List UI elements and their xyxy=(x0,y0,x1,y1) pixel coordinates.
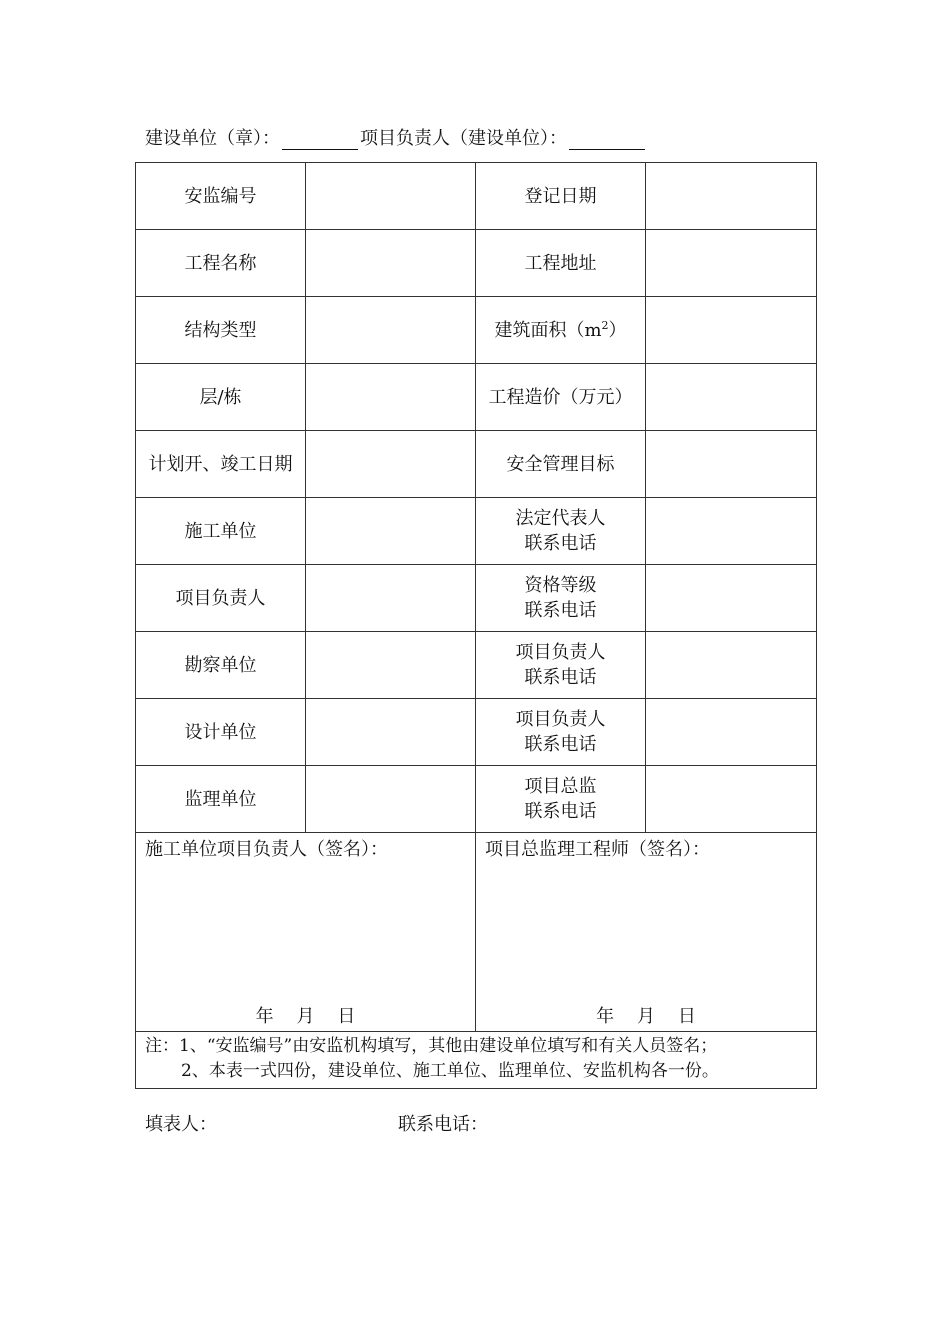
value-cell[interactable] xyxy=(306,163,476,230)
value-cell[interactable] xyxy=(646,766,817,833)
value-cell[interactable] xyxy=(306,297,476,364)
label-line-1: 资格等级 xyxy=(524,575,597,596)
value-cell[interactable] xyxy=(646,699,817,766)
value-cell[interactable] xyxy=(646,230,817,297)
label-cell: 登记日期 xyxy=(476,163,646,230)
value-cell[interactable] xyxy=(306,498,476,565)
value-cell[interactable] xyxy=(306,632,476,699)
value-cell[interactable] xyxy=(646,565,817,632)
label-cell: 安监编号 xyxy=(136,163,306,230)
notes-row xyxy=(136,1032,817,1089)
label-cell: 结构类型 xyxy=(136,297,306,364)
label-line-2: 联系电话 xyxy=(524,667,597,688)
label-cell xyxy=(476,565,646,632)
value-cell[interactable] xyxy=(306,431,476,498)
area-unit-superscript: 2 xyxy=(601,318,609,332)
area-label-tail: ） xyxy=(608,319,627,341)
construction-unit-label: 建设单位（章）： xyxy=(145,128,280,149)
label-cell: 工程地址 xyxy=(476,230,646,297)
construction-signature-cell[interactable] xyxy=(136,833,476,1032)
notes-cell xyxy=(136,1032,817,1089)
value-cell[interactable] xyxy=(646,498,817,565)
table-row xyxy=(136,163,817,230)
header-line xyxy=(145,124,647,150)
table-row xyxy=(136,498,817,565)
label-line-2: 联系电话 xyxy=(524,533,597,554)
registration-form-table xyxy=(135,162,817,1089)
table-row xyxy=(136,364,817,431)
label-cell: 设计单位 xyxy=(136,699,306,766)
label-cell: 施工单位 xyxy=(136,498,306,565)
project-manager-blank[interactable] xyxy=(569,129,645,150)
signature-row xyxy=(136,833,817,1032)
label-cell xyxy=(476,632,646,699)
label-line-1: 项目总监 xyxy=(524,776,597,797)
supervision-signature-date: 年 月 日 xyxy=(596,1006,696,1027)
table-row xyxy=(136,230,817,297)
label-line-1: 项目负责人 xyxy=(515,709,606,730)
label-line-2: 联系电话 xyxy=(524,734,597,755)
label-line-1: 项目负责人 xyxy=(515,642,606,663)
construction-unit-blank[interactable] xyxy=(282,129,358,150)
label-cell: 项目负责人 xyxy=(136,565,306,632)
value-cell[interactable] xyxy=(306,565,476,632)
value-cell[interactable] xyxy=(646,297,817,364)
project-manager-label: 项目负责人（建设单位）： xyxy=(360,128,567,149)
label-cell: 勘察单位 xyxy=(136,632,306,699)
value-cell[interactable] xyxy=(306,699,476,766)
supervision-signature-label: 项目总监理工程师（签名）： xyxy=(485,839,710,860)
label-line-2: 联系电话 xyxy=(524,801,597,822)
construction-signature-date: 年 月 日 xyxy=(255,1006,356,1027)
contact-phone-label: 联系电话： xyxy=(398,1114,488,1135)
label-cell xyxy=(476,766,646,833)
value-cell[interactable] xyxy=(646,163,817,230)
value-cell[interactable] xyxy=(306,364,476,431)
value-cell[interactable] xyxy=(646,632,817,699)
label-cell: 层/栋 xyxy=(136,364,306,431)
table-row xyxy=(136,297,817,364)
area-label: 建筑面积（m xyxy=(494,319,602,341)
value-cell[interactable] xyxy=(646,364,817,431)
label-cell: 安全管理目标 xyxy=(476,431,646,498)
table-row xyxy=(136,565,817,632)
label-cell: 计划开、竣工日期 xyxy=(136,431,306,498)
label-line-1: 法定代表人 xyxy=(515,508,606,529)
value-cell[interactable] xyxy=(306,766,476,833)
filler-label: 填表人： xyxy=(145,1114,217,1135)
construction-signature-label: 施工单位项目负责人（签名）： xyxy=(145,839,388,860)
table-row xyxy=(136,632,817,699)
label-cell xyxy=(476,699,646,766)
label-cell: 监理单位 xyxy=(136,766,306,833)
label-cell: 工程名称 xyxy=(136,230,306,297)
table-row xyxy=(136,431,817,498)
label-line-2: 联系电话 xyxy=(524,600,597,621)
value-cell[interactable] xyxy=(306,230,476,297)
label-cell xyxy=(476,297,646,364)
table-row xyxy=(136,699,817,766)
label-cell xyxy=(476,498,646,565)
note-line-1: 注：1、“安监编号”由安监机构填写，其他由建设单位填写和有关人员签名； xyxy=(145,1036,718,1056)
supervision-signature-cell[interactable] xyxy=(476,833,817,1032)
value-cell[interactable] xyxy=(646,431,817,498)
table-row xyxy=(136,766,817,833)
note-line-2: 2、本表一式四份，建设单位、施工单位、监理单位、安监机构各一份。 xyxy=(181,1061,719,1081)
label-cell: 工程造价（万元） xyxy=(476,364,646,431)
